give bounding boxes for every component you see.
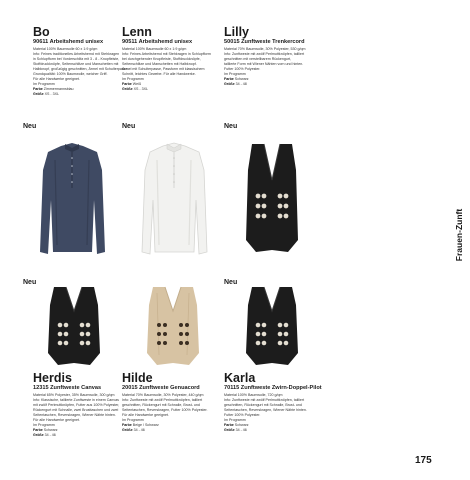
product-description: [122, 393, 220, 433]
desc-line: Im Programm: [224, 418, 246, 422]
product-description: [224, 47, 319, 87]
desc-line: bei durchgehender Knopfleiste, Stoffdruckknöpfe,: [122, 57, 201, 61]
size-line: [33, 433, 128, 438]
size-label: Größe: [224, 82, 235, 86]
new-badge: Neu: [224, 123, 238, 130]
desc-line: Material 65% Polyester, 35% Baumwolle, 300 g/qm: [33, 393, 115, 397]
size-value: XS - 3XL: [44, 92, 59, 96]
desc-line: Material 100% Baumwolle, 720 g/qm: [224, 393, 283, 397]
desc-line: Ärmel mit Schulterpasse, Passform mit klassischem: [122, 67, 205, 71]
product-name: Hilde: [122, 371, 153, 385]
product-subtitle: 70115 Zunftweste Zwirn-Doppel-Pilot: [224, 385, 322, 391]
side-label-text: Frauen-Zunft: [454, 208, 464, 262]
desc-line: Material 70% Baumwolle, 30% Polyester, 530 g/qm: [224, 47, 306, 51]
size-label: Größe: [224, 428, 235, 432]
desc-line: Grundqualität: 100% Baumwolle, weicher Griff.: [33, 72, 108, 76]
desc-line: Für alle Handwerke geeignet.: [122, 413, 169, 417]
product-bo: [33, 25, 129, 97]
black-vest-image: [236, 140, 308, 258]
size-line: [122, 428, 220, 433]
desc-line: Seitentaschen, Reverskragen, Futter 100% Polyester.: [122, 408, 208, 412]
size-line: [224, 82, 319, 87]
desc-line: Futter 100% Polyester.: [224, 67, 261, 71]
desc-line: Info: Zunftweste mit zwölf Perlmuttknöpfen, tailliert: [122, 398, 203, 402]
product-lenn: [122, 26, 217, 92]
desc-line: Stoffdruckknöpfe, Seitenschlitze und Manschetten mit: [33, 62, 119, 66]
product-description: [122, 47, 217, 92]
desc-line: Für alle Handwerke geeignet.: [33, 77, 80, 81]
black-vest-image: [236, 285, 308, 367]
size-label: Größe: [33, 92, 44, 96]
desc-line: geschnitten mit verstellbarem Rückengurt,: [224, 57, 292, 61]
size-label: Größe: [122, 87, 133, 91]
size-value: 34 - 46: [44, 433, 56, 437]
desc-line: Material 70% Baumwolle, 30% Polyester, 440 g/qm: [122, 393, 204, 397]
desc-line: taillierte Form mit Wiener Nähten vorn und hinten.: [224, 62, 304, 66]
product-subtitle: 50015 Zunftweste Trenkercord: [224, 39, 305, 45]
color-label: Farbe: [224, 423, 234, 427]
desc-line: Seitentaschen, Reverskragen, Wiener Nähte hinten.: [33, 413, 116, 417]
color-value: Schwarz: [234, 77, 249, 81]
blue-shirt-image: [35, 140, 110, 258]
beige-vest-image: [137, 285, 209, 367]
size-line: [122, 87, 217, 92]
white-shirt-image: [137, 140, 212, 258]
desc-line: Halbknopf, großzügig geschnitten, Ärmel mit Schulterpasse.: [33, 67, 129, 71]
desc-line: geschnitten, Rückengurt mit Schnalle, Brust- und: [122, 403, 200, 407]
desc-line: Für alle Handwerke geeignet.: [33, 418, 80, 422]
color-value: Zimmermannsblau: [43, 87, 74, 91]
desc-line: Info: Zunftweste mit zwölf Perlmuttknöpfen, tailliert: [224, 52, 305, 56]
color-label: Farbe: [122, 423, 132, 427]
desc-line: Im Programm: [122, 418, 144, 422]
desc-line: Info: Feines Arbeitshemd mit Stehkragen in Schlupfform: [122, 52, 211, 56]
color-label: Farbe: [122, 82, 132, 86]
size-line: [224, 428, 324, 433]
desc-line: Material 100% Baumwolle 60 x 1:9 g/qm: [33, 47, 98, 51]
desc-line: Futter 100% Polyester.: [224, 413, 261, 417]
size-value: XS - 3XL: [133, 87, 148, 91]
product-subtitle: 12315 Zunftweste Canvas: [33, 385, 102, 391]
product-name: Karla: [224, 371, 256, 385]
desc-line: Material 100% Baumwolle 60 x 1:9 g/qm: [122, 47, 187, 51]
desc-line: Seitenschlitze und Manschetten mit Halbknopf.: [122, 62, 197, 66]
page-number: 175: [415, 455, 432, 466]
desc-line: mit zwölf Perlmuttknöpfen, Futter aus 100% Polyester,: [33, 403, 120, 407]
new-badge: Neu: [122, 123, 136, 130]
desc-line: Im Programm: [33, 423, 55, 427]
desc-line: in Schlupfform bei Vorderschlitz mit 3 - 8 - Knopfleiste,: [33, 57, 120, 61]
desc-line: Info: Klassische, taillierte Zunftweste in einem Canvas: [33, 398, 119, 402]
new-badge: Neu: [224, 279, 238, 286]
color-label: Farbe: [224, 77, 234, 81]
color-value: Beige / Schwarz: [132, 423, 159, 427]
black-vest-image: [38, 285, 110, 367]
desc-line: geschnitten, Rückengurt mit Schnalle, Brust- und: [224, 403, 302, 407]
product-name: Bo: [33, 25, 50, 39]
color-label: Farbe: [33, 87, 43, 91]
color-label: Farbe: [33, 428, 43, 432]
desc-line: Rückengurt mit Schnalle, zwei Brusttaschen und zwei: [33, 408, 119, 412]
product-description: [33, 393, 128, 438]
product-description: [33, 47, 129, 97]
product-name: Lilly: [224, 25, 250, 39]
size-label: Größe: [122, 428, 133, 432]
new-badge: Neu: [23, 279, 37, 286]
color-value: Schwarz: [43, 428, 58, 432]
desc-line: Im Programm: [33, 82, 55, 86]
product-subtitle: 20015 Zunftweste Genuacord: [122, 385, 200, 391]
desc-line: Seitentaschen, Reverskragen, Wiener Nähte hinten.: [224, 408, 307, 412]
new-badge: Neu: [23, 123, 37, 130]
desc-line: Info: Zunftweste mit zwölf Perlmuttknöpfen, tailliert: [224, 398, 305, 402]
desc-line: Im Programm: [224, 72, 246, 76]
product-name: Herdis: [33, 371, 72, 385]
size-value: 34 - 46: [133, 428, 145, 432]
color-value: Schwarz: [234, 423, 249, 427]
desc-line: Info: Feines traditionelles Arbeitshemd mit Stehkragen: [33, 52, 120, 56]
product-subtitle: 90511 Arbeitshemd unisex: [122, 39, 193, 45]
desc-line: Im Programm: [122, 77, 144, 81]
product-lilly: [224, 26, 319, 87]
product-herdis: [33, 372, 128, 438]
desc-line: Schnitt, leichtes Gewebe. Für alle Handwerke.: [122, 72, 196, 76]
product-description: [224, 393, 324, 433]
size-line: [33, 92, 125, 97]
product-hilde: [122, 372, 220, 433]
size-label: Größe: [33, 433, 44, 437]
color-value: Weiß: [132, 82, 142, 86]
size-value: 34 - 48: [235, 82, 247, 86]
product-name: Lenn: [122, 25, 152, 39]
product-subtitle: 90611 Arbeitshemd unisex: [33, 39, 104, 45]
size-value: 34 - 46: [235, 428, 247, 432]
product-karla: [224, 372, 324, 433]
side-label: [445, 205, 470, 265]
